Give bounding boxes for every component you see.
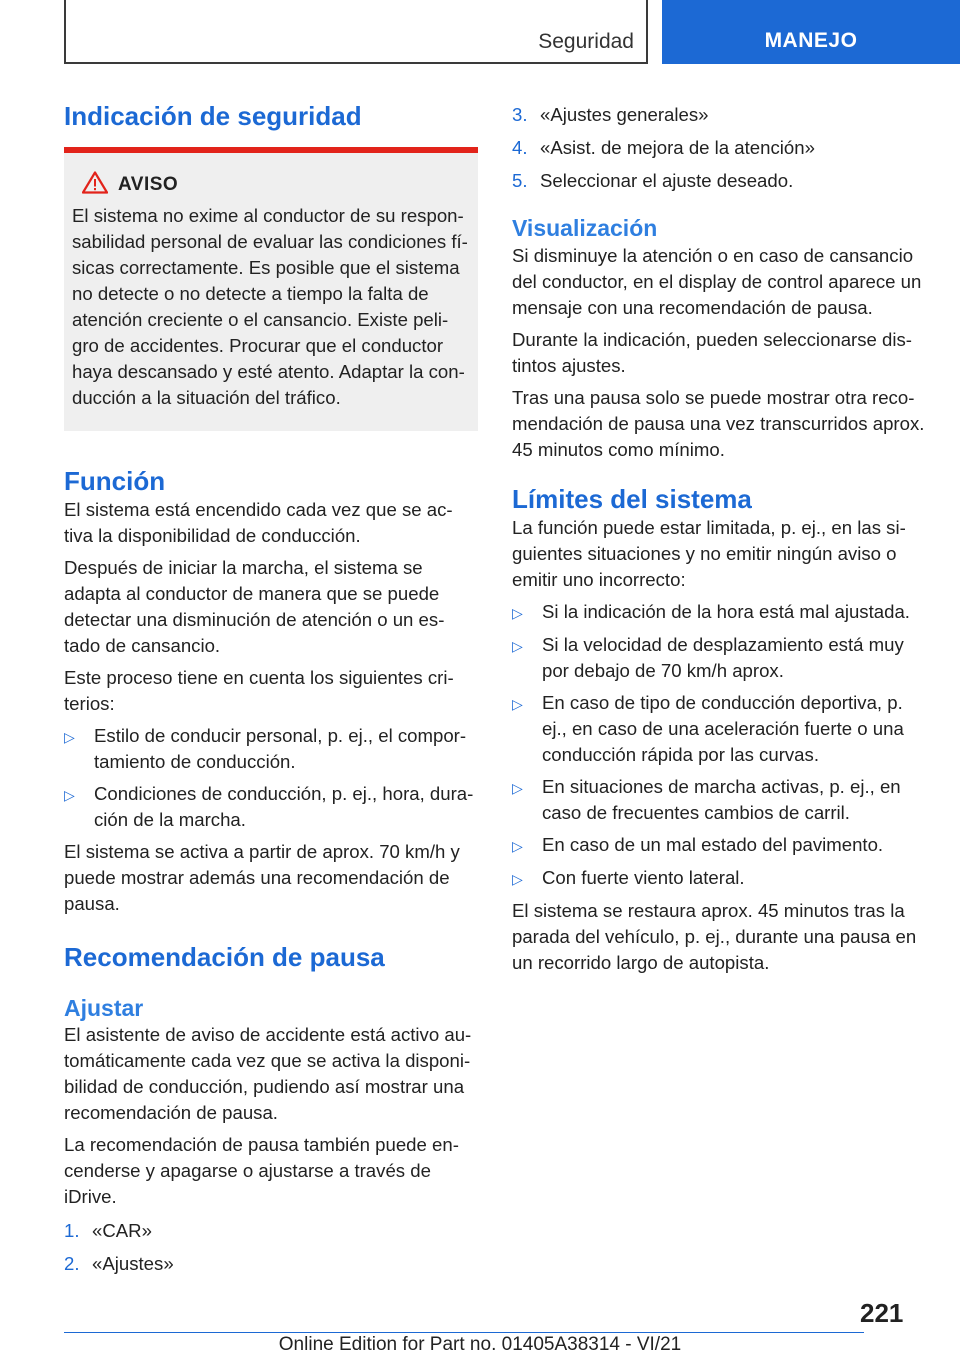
- steps-list-continued: [512, 102, 930, 194]
- left-column: [64, 100, 478, 1284]
- subheading-ajustar: Ajustar: [64, 994, 144, 1021]
- triangle-bullet-icon: ▷: [512, 871, 523, 888]
- list-item: ▷ Con fuerte viento lateral.: [512, 865, 930, 892]
- paragraph: El sistema se activa a partir de aprox. 70 km/h y puede mostrar además una recomendación de pausa.: [64, 841, 460, 914]
- header-chapter-tab[interactable]: MANEJO: [662, 0, 960, 64]
- warning-line: sabilidad personal de evaluar las condiciones fí-: [72, 230, 468, 252]
- paragraph: La recomendación de pausa también puede en-cenderse y apagarse o ajustarse a través de iDrive.: [64, 1134, 459, 1208]
- warning-line: sicas correctamente. Es posible que el sistema: [72, 256, 460, 278]
- warning-title: [82, 171, 470, 199]
- paragraph: Este proceso tiene en cuenta los siguientes cri-terios:: [64, 667, 454, 714]
- paragraph: Después de iniciar la marcha, el sistema se adapta al conductor de manera que se puede detectar una disminución de atención o un es-tado de cansancio.: [64, 557, 445, 656]
- warning-label: AVISO: [118, 173, 179, 195]
- list-item: ▷ En caso de un mal estado del pavimento.: [512, 832, 930, 859]
- warning-triangle-icon: [82, 171, 108, 199]
- list-item: ▷ Condiciones de conducción, p. ej., hora, dura-ción de la marcha.: [64, 781, 478, 833]
- heading-recomendacion-pausa: Recomendación de pausa: [64, 942, 385, 972]
- criteria-list: [64, 723, 478, 833]
- list-item: ▷ En situaciones de marcha activas, p. ej., en caso de frecuentes cambios de carril.: [512, 774, 930, 826]
- list-item: 2. «Ajustes»: [64, 1253, 174, 1275]
- paragraph: El asistente de aviso de accidente está activo au-tomáticamente cada vez que se activa la disponi-bilidad de conducción, pudiendo así mostrar una recomendación de pausa.: [64, 1024, 472, 1124]
- triangle-bullet-icon: ▷: [512, 780, 523, 797]
- steps-list: [64, 1218, 478, 1277]
- list-item: ▷ Si la indicación de la hora está mal ajustada.: [512, 599, 930, 626]
- triangle-bullet-icon: ▷: [64, 729, 75, 745]
- triangle-bullet-icon: ▷: [512, 638, 523, 655]
- warning-line: gro de accidentes. Procurar que el conductor: [72, 334, 444, 356]
- paragraph: Tras una pausa solo se puede mostrar otra reco-mendación de pausa una vez transcurridos aprox. 45 minutos como mínimo.: [512, 386, 925, 460]
- right-column: [512, 102, 930, 982]
- warning-line: ducción a la situación del tráfico.: [72, 386, 341, 408]
- heading-indicacion-seguridad: Indicación de seguridad: [64, 101, 362, 131]
- warning-line: haya descansado y esté atento. Adaptar la con-: [72, 360, 465, 382]
- list-item: 3. «Ajustes generales»: [512, 104, 709, 125]
- triangle-bullet-icon: ▷: [512, 605, 523, 622]
- paragraph: La función puede estar limitada, p. ej., en las si-guientes situaciones y no emitir ningún aviso o emitir uno incorrecto:: [512, 517, 906, 591]
- warning-box: [64, 153, 478, 431]
- heading-limites-sistema: Límites del sistema: [512, 483, 752, 514]
- header-section-title: Seguridad: [538, 30, 634, 53]
- footer-edition[interactable]: Online Edition for Part no. 01405A38314 - VI/21: [278, 1334, 682, 1355]
- paragraph: Durante la indicación, pueden seleccionarse dis-tintos ajustes.: [512, 328, 913, 376]
- list-item: 1. «CAR»: [64, 1220, 152, 1242]
- paragraph: El sistema está encendido cada vez que se ac-tiva la disponibilidad de conducción.: [64, 499, 453, 546]
- list-item: ▷ Si la velocidad de desplazamiento está muy por debajo de 70 km/h aprox.: [512, 632, 930, 684]
- list-item: ▷ Estilo de conducir personal, p. ej., el compor-tamiento de conducción.: [64, 723, 478, 775]
- paragraph: El sistema se restaura aprox. 45 minutos tras la parada del vehículo, p. ej., durante una pausa en un recorrido largo de autopista.: [512, 900, 917, 974]
- triangle-bullet-icon: ▷: [512, 696, 523, 713]
- warning-line: El sistema no exime al conductor de su respon-: [72, 204, 464, 226]
- triangle-bullet-icon: ▷: [512, 838, 523, 855]
- subheading-visualizacion: Visualización: [512, 215, 658, 241]
- list-item: ▷ En caso de tipo de conducción deportiva, p. ej., en caso de una aceleración fuerte o una conducción rápida por las curvas.: [512, 690, 930, 768]
- heading-funcion: Función: [64, 465, 166, 496]
- triangle-bullet-icon: ▷: [64, 787, 75, 803]
- limits-list: [512, 599, 930, 892]
- list-item: 4. «Asist. de mejora de la atención»: [512, 137, 815, 158]
- warning-line: no detecte o no detecte a tiempo la falta de: [72, 282, 429, 304]
- list-item: 5. Seleccionar el ajuste deseado.: [512, 170, 794, 191]
- footer-rule: [64, 1332, 864, 1333]
- warning-line: atención creciente o el cansancio. Existe peli-: [72, 308, 449, 330]
- page-number: 221: [860, 1298, 904, 1328]
- paragraph: Si disminuye la atención o en caso de cansancio del conductor, en el display de control aparece un mensaje con una recomendación de pausa.: [512, 244, 922, 318]
